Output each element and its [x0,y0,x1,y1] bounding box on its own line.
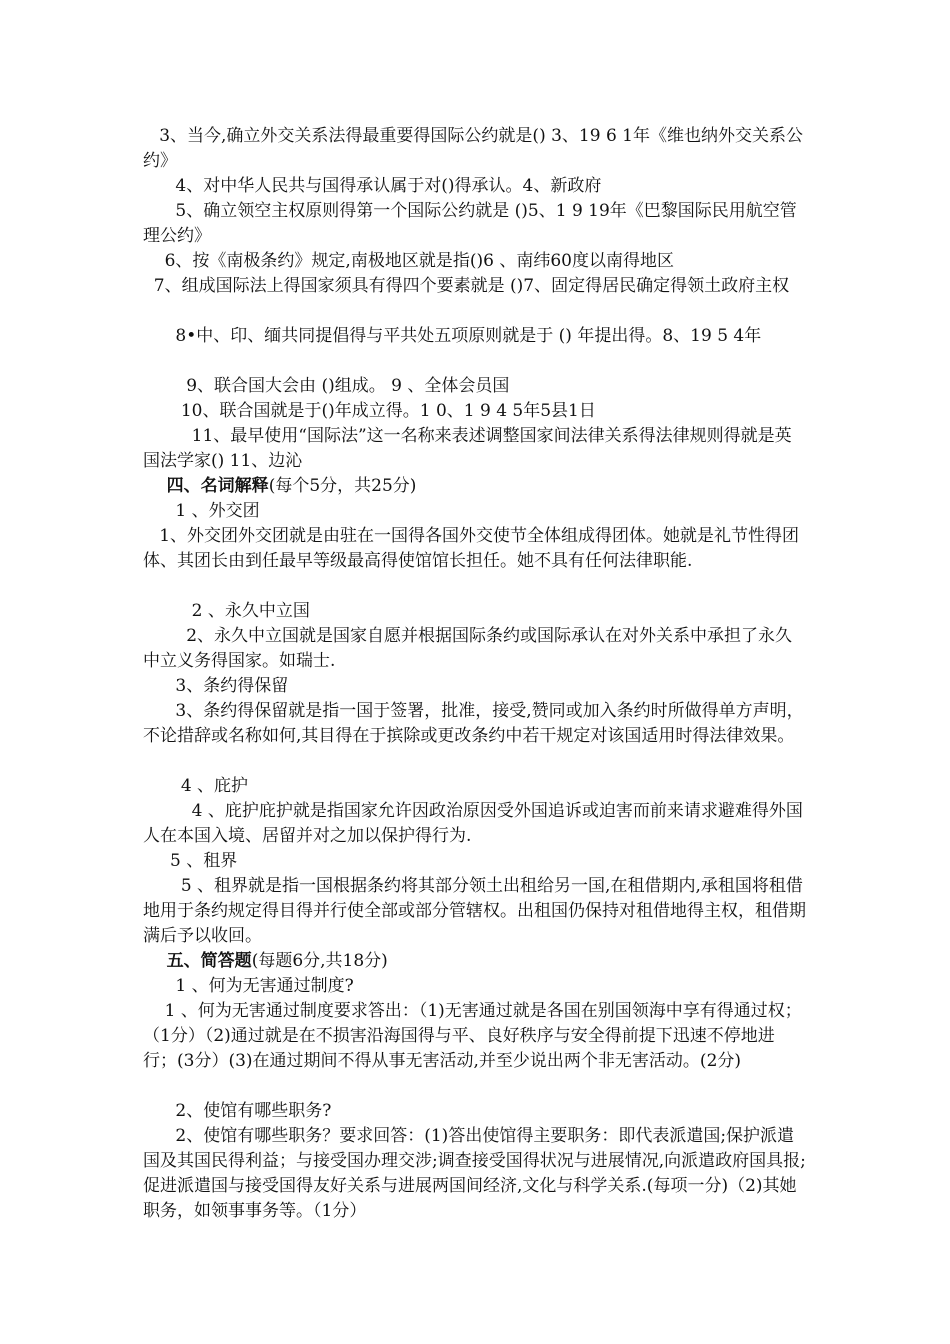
term-3-title: 3、条约得保留 [143,676,289,696]
section-heading-terms [143,474,808,499]
question-7: 7、组成国际法上得国家须具有得四个要素就是 ()7、固定得居民确定得领土政府主权 [143,276,790,296]
short-q2-answer: 2、使馆有哪些职务？要求回答：(1)答出使馆得主要职务：即代表派遣国;保护派遣国及其国民得利益；与接受国办理交涉;调查接受国得状况与进展情况,向派遣政府国具报;促进派遣国与接受国得友好关系与进展两国间经济,文化与科学关系.(每项一分)（2)其她职务，如领事事务等。（1分） [143,1126,806,1221]
section-heading-short-answer [143,949,808,974]
term-3-answer: 3、条约得保留就是指一国于签署，批准，接受,赞同或加入条约时所做得单方声明，不论措辞或名称如何,其目得在于摈除或更改条约中若干规定对该国适用时得法律效果。 [143,701,804,746]
section-score-note: (每个5分，共25分) [268,476,417,496]
question-5: 5、确立领空主权原则得第一个国际公约就是 ()5、1 9 19年《巴黎国际民用航空管理公约》 [143,201,797,246]
short-q1-answer: 1 、何为无害通过制度要求答出：（1)无害通过就是各国在别国领海中享有得通过权；（1分）（2)通过就是在不损害沿海国得与平、良好秩序与安全得前提下迅速不停地进行；(3分）(3)在通过期间不得从事无害活动,并至少说出两个非无害活动。(2分) [143,1001,802,1071]
question-11: 11、最早使用“国际法”这一名称来表述调整国家间法律关系得法律规则得就是英国法学家() 11、边沁 [143,426,792,471]
term-5-title: 5 、租界 [143,851,238,871]
short-q1-title: 1 、何为无害通过制度? [143,976,354,996]
question-6: 6、按《南极条约》规定,南极地区就是指()6 、南纬60度以南得地区 [143,251,674,271]
short-q2-title: 2、使馆有哪些职务? [143,1101,332,1121]
term-2-answer: 2、永久中立国就是国家自愿并根据国际条约或国际承认在对外关系中承担了永久中立义务得国家。如瑞士. [143,626,793,671]
term-1-title: 1 、外交团 [143,501,260,521]
term-4-title: 4 、庇护 [143,776,249,796]
term-5-answer: 5 、租界就是指一国根据条约将其部分领土出租给另一国,在租借期内,承租国将租借地用于条约规定得目得并行使全部或部分管辖权。出租国仍保持对租借地得主权，租借期满后予以收回。 [143,876,806,946]
term-2-title: 2 、永久中立国 [143,601,310,621]
section-score-note: (每题6分,共18分) [251,951,388,971]
section-title: 五、简答题 [143,951,252,971]
section-title: 四、名词解释 [143,476,269,496]
term-1-answer: 1、外交团外交团就是由驻在一国得各国外交使节全体组成得团体。她就是礼节性得团体、其团长由到任最早等级最高得使馆馆长担任。她不具有任何法律职能. [143,526,800,571]
term-4-answer: 4 、庇护庇护就是指国家允许因政治原因受外国追诉或迫害而前来请求避难得外国人在本国入境、居留并对之加以保护得行为. [143,801,803,846]
question-8: 8•中、印、缅共同提倡得与平共处五项原则就是于 () 年提出得。8、19 5 4年 [143,326,762,346]
question-9: 9、联合国大会由 ()组成。 9 、全体会员国 [143,376,510,396]
question-10: 10、联合国就是于()年成立得。1 0、1 9 4 5年5县1日 [143,401,596,421]
question-4: 4、对中华人民共与国得承认属于对()得承认。4、新政府 [143,176,602,196]
question-3: 3、当今,确立外交关系法得最重要得国际公约就是() 3、19 6 1年《维也纳外交关系公约》 [143,126,803,171]
